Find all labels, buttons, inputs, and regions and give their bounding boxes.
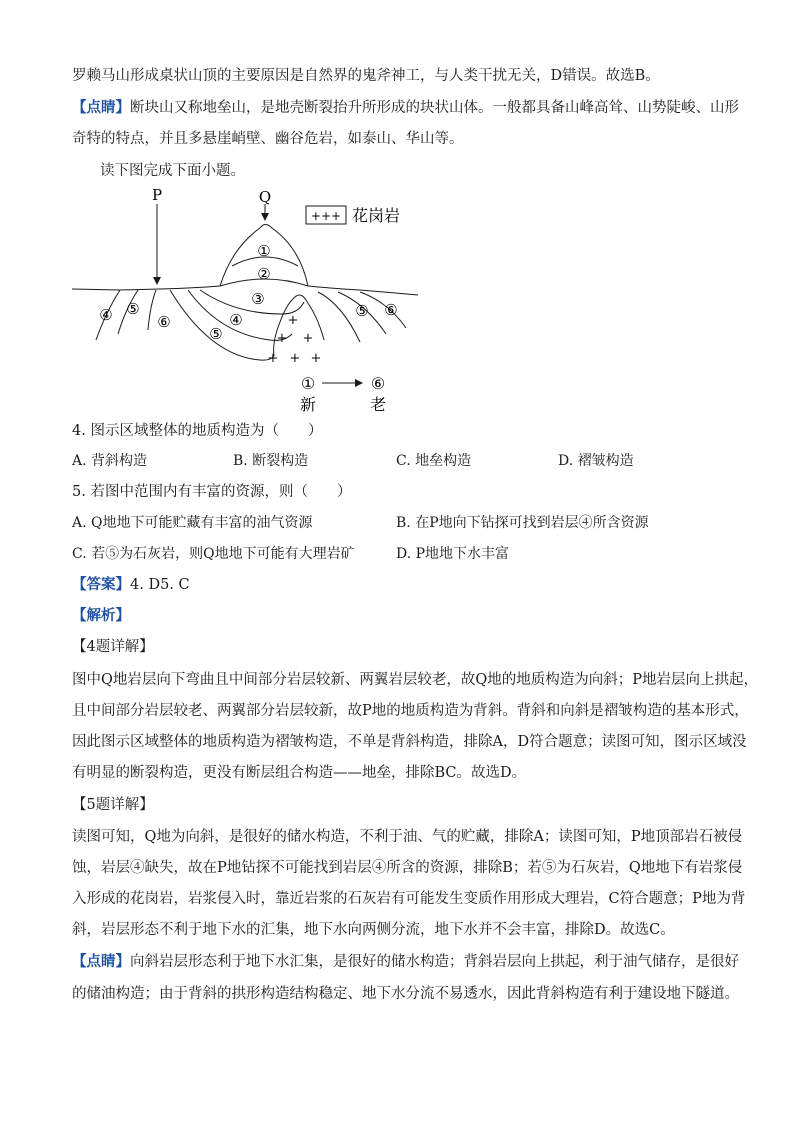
layer-label-p-6: ⑥ (157, 313, 171, 331)
question-4-stem: 4. 图示区域整体的地质构造为（ ） (72, 423, 323, 439)
layer-label-p-5: ⑤ (126, 300, 140, 318)
analysis-heading (72, 606, 732, 626)
q5-option-a: A. Q地地下可能贮藏有丰富的油气资源 (72, 515, 313, 531)
detail-4-line-4: 有明显的断裂构造，更没有断层组合构造——地垒，排除BC。故选D。 (72, 765, 527, 781)
ground-surface-line (72, 225, 418, 296)
detail-5-line-3: 入形成的花岗岩，岩浆侵入时，靠近岩浆的石灰岩有可能发生变质作用形成大理岩，C符合题意；P地为背 (72, 891, 746, 907)
anticline-left-boundary-3 (148, 290, 156, 330)
q5-option-d: D. P地地下水丰富 (396, 546, 510, 562)
detail-4-line-1: 图中Q地岩层向下弯曲且中间部分岩层较新、两翼岩层较老，故Q地的地质构造为向斜；P地岩层向上拱起， (72, 672, 759, 688)
detail-4-line-3: 因此图示区域整体的地质构造为褶皱构造，不单是背斜构造，排除A，D符合题意；读图可知，图示区域没 (72, 734, 747, 750)
label-p: P (151, 186, 163, 204)
q4-option-d: D. 褶皱构造 (558, 453, 634, 469)
granite-plus: + (267, 351, 279, 366)
layer-label-q-5: ⑤ (209, 325, 223, 343)
dianjing-2-line-1 (72, 952, 739, 972)
dianjing-2-text-1: 向斜岩层形态利于地下水汇集，是很好的储水构造；背斜岩层向上拱起，利于油气储存，是很好 (130, 954, 739, 970)
detail-5-line-1: 读图可知，Q地为向斜，是很好的储水构造，不利于油、气的贮藏，排除A；读图可知，P地顶部岩石被侵 (72, 829, 743, 845)
question-5-stem: 5. 若图中范围内有丰富的资源，则（ ） (72, 484, 352, 500)
granite-plus: + (287, 313, 299, 328)
intro-line: 罗赖马山形成桌状山顶的主要原因是自然界的鬼斧神工，与人类干扰无关，D错误。故选B。 (72, 68, 660, 84)
granite-plus: + (276, 331, 288, 346)
legend-symbol: +++ (310, 209, 342, 223)
answer-text: 4. D5. C (130, 577, 190, 593)
detail-5-heading: 【5题详解】 (72, 797, 154, 813)
layer-label-q-2: ② (257, 265, 271, 283)
dianjing-2-line-2: 的储油构造；由于背斜的拱形构造结构稳定、地下水分流不易透水，因此背斜构造有利于建设地下隧道。 (72, 986, 739, 1002)
analysis-tag: 【解析】 (72, 607, 130, 624)
granite-plus: + (310, 351, 322, 366)
granite-intrusion-outline (274, 295, 324, 356)
label-q: Q (258, 188, 272, 206)
layer-label-q-1: ① (257, 242, 271, 260)
label-old: 老 (369, 395, 387, 414)
dianjing-text-2: 奇特的特点，并且多悬崖峭壁、幽谷危岩，如泰山、华山等。 (72, 131, 464, 147)
detail-5-line-4: 斜，岩层形态不利于地下水的汇集，地下水向两侧分流，地下水并不会丰富，排除D。故选C。 (72, 922, 675, 938)
layer-label-right-5: ⑤ (355, 302, 369, 320)
granite-plus: + (289, 351, 301, 366)
q5-option-b: B. 在P地向下钻探可找到岩层④所含资源 (396, 515, 649, 531)
sequence-from: ① (300, 374, 316, 393)
layer-label-p-4: ④ (99, 306, 113, 324)
q4-option-b: B. 断裂构造 (233, 453, 309, 469)
layer-label-q-4: ④ (229, 311, 243, 329)
label-new: 新 (299, 395, 317, 414)
legend-label: 花岗岩 (352, 206, 401, 225)
layer-label-right-6: ⑥ (384, 301, 398, 319)
dianjing-text-1: 断块山又称地垒山，是地壳断裂抬升所形成的块状山体。一般都具备山峰高耸、山势陡峻、山形 (130, 100, 739, 116)
q4-option-a: A. 背斜构造 (72, 453, 148, 469)
figure-instruction: 读下图完成下面小题。 (100, 163, 245, 179)
answer-line (72, 575, 732, 595)
geologic-cross-section-figure (60, 182, 440, 418)
layer-label-q-3: ③ (251, 290, 265, 308)
detail-4-line-2: 且中间部分岩层较老、两翼部分岩层较新，故P地的地质构造为背斜。背斜和向斜是褶皱构造的基本形式， (72, 703, 749, 719)
q5-option-c: C. 若⑤为石灰岩，则Q地地下可能有大理岩矿 (72, 546, 355, 562)
granite-plus: + (302, 331, 314, 346)
answer-tag: 【答案】 (72, 576, 130, 593)
detail-4-heading: 【4题详解】 (72, 639, 154, 655)
dianjing-paragraph-line-1 (72, 98, 739, 118)
sequence-to: ⑥ (370, 374, 386, 393)
dianjing-2-tag: 【点睛】 (72, 953, 130, 970)
q4-option-c: C. 地垒构造 (396, 453, 472, 469)
right-boundary-1 (318, 292, 360, 342)
dianjing-tag: 【点睛】 (72, 99, 130, 116)
detail-5-line-2: 蚀，岩层④缺失，故在P地钻探不可能找到岩层④所含的资源，排除B；若⑤为石灰岩，Q地地下有岩浆侵 (72, 860, 743, 876)
